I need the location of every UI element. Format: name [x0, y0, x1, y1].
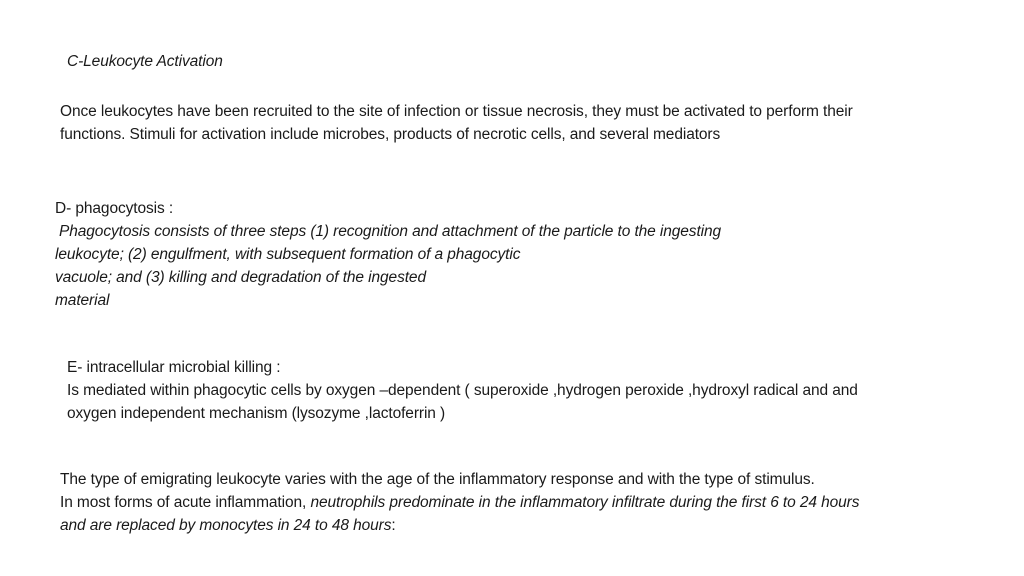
- section-e-text-line-2: oxygen independent mechanism (lysozyme ,lactoferrin ): [67, 405, 446, 422]
- section-f-text-line-1: The type of emigrating leukocyte varies with the age of the inflammatory response and with the type of stimulus.: [60, 471, 815, 488]
- section-f-line-3-italic: and are replaced by monocytes in 24 to 48 hours: [60, 517, 392, 534]
- section-d-text-line-4: material: [55, 292, 110, 309]
- section-f-text-line-2: [60, 491, 859, 514]
- section-c-text-line-2: functions. Stimuli for activation include microbes, products of necrotic cells, and several mediators: [60, 126, 721, 143]
- section-d-text-line-1: Phagocytosis consists of three steps (1) recognition and attachment of the particle to the ingesting: [59, 223, 722, 240]
- section-c-heading: C-Leukocyte Activation: [67, 53, 223, 70]
- section-c-text-line-1: Once leukocytes have been recruited to the site of infection or tissue necrosis, they must be activated to perform their: [60, 103, 853, 120]
- section-f-line-2-plain: In most forms of acute inflammation,: [60, 494, 311, 511]
- section-f-text-line-3: [60, 514, 396, 537]
- section-d-heading: D- phagocytosis :: [55, 200, 174, 217]
- section-e-text-line-1: Is mediated within phagocytic cells by oxygen –dependent ( superoxide ,hydrogen peroxide ,hydroxyl radical and and: [67, 382, 858, 399]
- section-d-text-line-2: leukocyte; (2) engulfment, with subsequent formation of a phagocytic: [55, 246, 521, 263]
- section-e-heading: E- intracellular microbial killing :: [67, 359, 281, 376]
- section-f-line-3-plain: :: [391, 517, 396, 534]
- section-f-line-2-italic: neutrophils predominate in the inflammatory infiltrate during the first 6 to 24 hours: [310, 494, 860, 511]
- section-d-text-line-3: vacuole; and (3) killing and degradation of the ingested: [55, 269, 426, 286]
